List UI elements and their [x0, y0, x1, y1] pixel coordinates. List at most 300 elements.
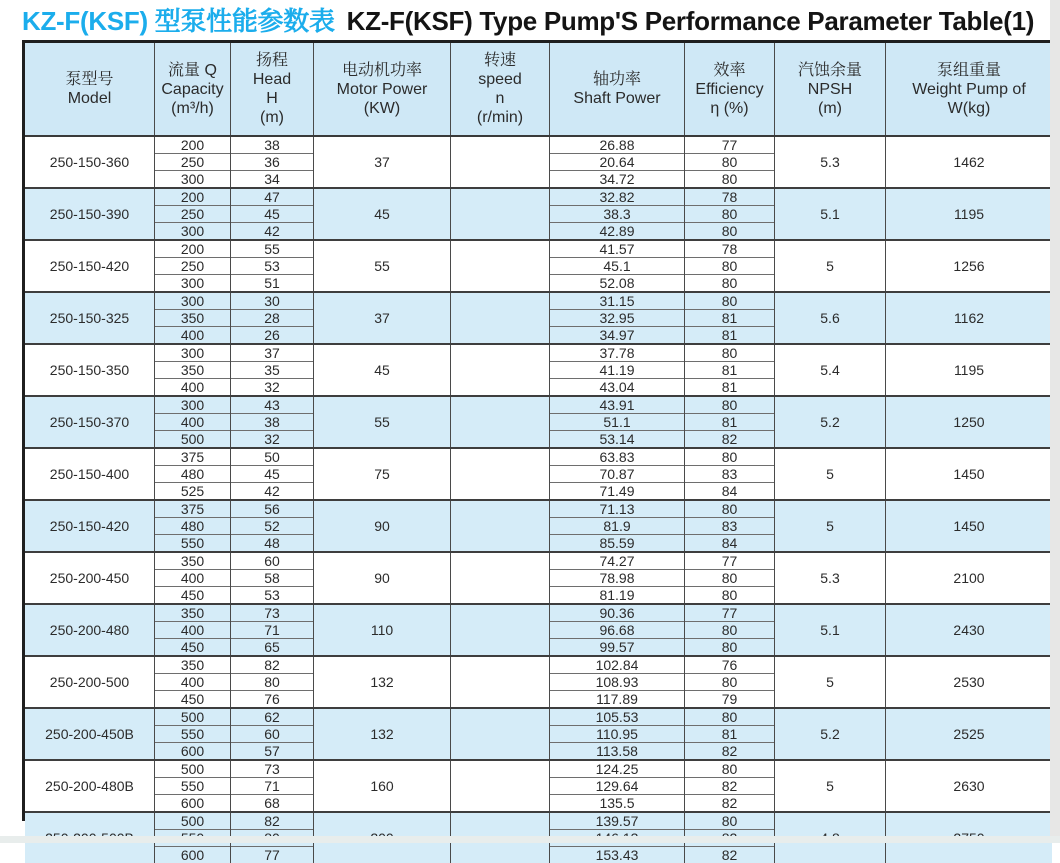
header-line: (m)	[818, 99, 842, 117]
head-subcell: 53	[231, 586, 313, 603]
shaft-power-subcell: 90.36	[599, 605, 635, 621]
npsh-cell: 5.3	[774, 137, 885, 187]
head-subcell: 73	[264, 761, 280, 777]
capacity-column	[154, 137, 230, 187]
shaft-power-header	[549, 43, 684, 135]
weight-cell: 1450	[885, 449, 1052, 499]
shaft-power-subcell: 153.43	[550, 846, 684, 863]
head-column	[230, 501, 313, 551]
efficiency-subcell: 81	[685, 378, 774, 395]
page-title-english: KZ-F(KSF) Type Pump'S Performance Parameter Table(1)	[346, 6, 1035, 36]
efficiency-subcell: 79	[685, 690, 774, 707]
head-subcell: 76	[231, 690, 313, 707]
weight-cell: 2100	[885, 553, 1052, 603]
weight-header	[885, 43, 1052, 135]
head-column	[230, 761, 313, 811]
efficiency-subcell: 80	[685, 222, 774, 239]
header-line: n	[495, 90, 505, 107]
efficiency-subcell: 80	[685, 569, 774, 586]
right-margin-strip	[1050, 0, 1060, 843]
head-subcell: 57	[231, 742, 313, 759]
efficiency-subcell: 81	[685, 326, 774, 343]
speed-cell	[450, 345, 549, 395]
head-subcell: 65	[231, 638, 313, 655]
capacity-subcell: 200	[180, 189, 205, 205]
efficiency-column	[684, 657, 774, 707]
header-line: Shaft Power	[573, 90, 661, 107]
bottom-margin-strip	[0, 836, 1060, 843]
capacity-subcell: 480	[155, 465, 230, 482]
efficiency-subcell: 84	[685, 482, 774, 499]
table-row	[25, 291, 1052, 343]
efficiency-subcell: 76	[721, 657, 738, 673]
head-subcell: 32	[231, 430, 313, 447]
capacity-subcell: 450	[155, 638, 230, 655]
motor-power-cell: 45	[313, 345, 450, 395]
efficiency-header	[684, 43, 774, 135]
capacity-column	[154, 345, 230, 395]
capacity-subcell: 400	[155, 326, 230, 343]
model-cell: 250-200-450B	[45, 726, 134, 742]
head-column	[230, 293, 313, 343]
capacity-subcell: 550	[155, 725, 230, 742]
header-line: speed	[478, 71, 522, 88]
capacity-subcell: 400	[155, 569, 230, 586]
table-header-row	[25, 43, 1052, 137]
motor-power-cell: 37	[313, 137, 450, 187]
capacity-header	[154, 43, 230, 135]
capacity-subcell: 300	[180, 345, 205, 361]
efficiency-subcell: 80	[685, 274, 774, 291]
shaft-power-column	[549, 553, 684, 603]
table-row	[25, 603, 1052, 655]
speed-cell	[450, 657, 549, 707]
efficiency-subcell: 80	[721, 761, 738, 777]
capacity-column	[154, 605, 230, 655]
capacity-column	[154, 657, 230, 707]
capacity-subcell: 350	[155, 361, 230, 378]
npsh-cell: 5.2	[774, 709, 885, 759]
weight-cell: 2525	[885, 709, 1052, 759]
weight-cell: 2630	[885, 761, 1052, 811]
efficiency-subcell: 83	[685, 465, 774, 482]
head-subcell: 55	[264, 241, 280, 257]
speed-cell	[450, 761, 549, 811]
head-subcell: 47	[264, 189, 280, 205]
speed-cell	[450, 501, 549, 551]
npsh-cell: 5	[774, 657, 885, 707]
shaft-power-subcell: 38.3	[550, 205, 684, 222]
shaft-power-subcell: 43.91	[599, 397, 635, 413]
efficiency-subcell: 80	[685, 621, 774, 638]
shaft-power-column	[549, 657, 684, 707]
shaft-power-subcell: 81.9	[550, 517, 684, 534]
capacity-subcell: 500	[180, 709, 205, 725]
capacity-subcell: 550	[155, 534, 230, 551]
motor-power-cell: 75	[313, 449, 450, 499]
header-line: 泵组重量	[936, 61, 1001, 79]
speed-cell	[450, 449, 549, 499]
head-subcell: 42	[231, 222, 313, 239]
header-line: η (%)	[710, 99, 749, 117]
shaft-power-subcell: 34.97	[550, 326, 684, 343]
head-column	[230, 605, 313, 655]
motor-power-cell: 110	[313, 605, 450, 655]
capacity-subcell: 375	[180, 501, 205, 517]
npsh-cell: 5	[774, 241, 885, 291]
capacity-subcell: 200	[180, 241, 205, 257]
efficiency-subcell: 80	[685, 257, 774, 274]
shaft-power-column	[549, 345, 684, 395]
speed-cell	[450, 137, 549, 187]
weight-cell: 1250	[885, 397, 1052, 447]
weight-cell: 2530	[885, 657, 1052, 707]
shaft-power-subcell: 37.78	[599, 345, 635, 361]
efficiency-subcell: 80	[685, 673, 774, 690]
head-subcell: 56	[264, 501, 280, 517]
head-column	[230, 553, 313, 603]
header-line: Efficiency	[695, 80, 764, 98]
head-header	[230, 43, 313, 135]
shaft-power-subcell: 117.89	[550, 690, 684, 707]
head-subcell: 82	[264, 657, 280, 673]
table-row	[25, 447, 1052, 499]
shaft-power-subcell: 51.1	[550, 413, 684, 430]
capacity-subcell: 375	[180, 449, 205, 465]
efficiency-subcell: 77	[721, 137, 738, 153]
shaft-power-subcell: 108.93	[550, 673, 684, 690]
efficiency-subcell: 80	[721, 449, 738, 465]
shaft-power-subcell: 102.84	[595, 657, 639, 673]
shaft-power-subcell: 71.49	[550, 482, 684, 499]
header-line: Head	[252, 71, 292, 88]
efficiency-subcell: 80	[721, 345, 738, 361]
efficiency-column	[684, 189, 774, 239]
capacity-subcell: 500	[180, 761, 205, 777]
head-subcell: 60	[264, 553, 280, 569]
header-line: (m³/h)	[171, 99, 214, 117]
shaft-power-subcell: 20.64	[550, 153, 684, 170]
efficiency-subcell: 77	[721, 553, 738, 569]
shaft-power-subcell: 139.57	[595, 813, 639, 829]
shaft-power-column	[549, 449, 684, 499]
head-subcell: 53	[231, 257, 313, 274]
header-line: Motor Power	[336, 80, 428, 98]
efficiency-column	[684, 709, 774, 759]
header-line: 电动机功率	[341, 61, 422, 79]
shaft-power-subcell: 129.64	[550, 777, 684, 794]
header-line: Weight Pump of	[912, 80, 1026, 98]
weight-cell: 2430	[885, 605, 1052, 655]
efficiency-column	[684, 397, 774, 447]
capacity-subcell: 200	[180, 137, 205, 153]
motor-power-cell: 132	[313, 709, 450, 759]
efficiency-column	[684, 241, 774, 291]
shaft-power-subcell: 78.98	[550, 569, 684, 586]
table-row	[25, 395, 1052, 447]
shaft-power-column	[549, 189, 684, 239]
shaft-power-subcell: 70.87	[550, 465, 684, 482]
shaft-power-column	[549, 241, 684, 291]
capacity-column	[154, 709, 230, 759]
header-line: 转速	[483, 52, 516, 69]
capacity-subcell: 350	[180, 553, 205, 569]
shaft-power-subcell: 32.82	[599, 189, 635, 205]
capacity-column	[154, 189, 230, 239]
shaft-power-subcell: 81.19	[550, 586, 684, 603]
table-row	[25, 137, 1052, 187]
efficiency-subcell: 81	[685, 413, 774, 430]
capacity-subcell: 450	[155, 690, 230, 707]
speed-cell	[450, 553, 549, 603]
npsh-cell: 5.2	[774, 397, 885, 447]
efficiency-subcell: 80	[721, 397, 738, 413]
efficiency-subcell: 80	[685, 205, 774, 222]
shaft-power-subcell: 31.15	[599, 293, 635, 309]
model-header	[25, 43, 154, 135]
capacity-subcell: 600	[155, 742, 230, 759]
capacity-subcell: 450	[155, 586, 230, 603]
head-subcell: 80	[231, 673, 313, 690]
header-line: 泵型号	[65, 71, 114, 88]
table-row	[25, 499, 1052, 551]
speed-header	[450, 43, 549, 135]
header-line: Model	[67, 90, 112, 107]
motor-power-cell: 55	[313, 397, 450, 447]
header-line: (KW)	[363, 99, 401, 117]
table-row	[25, 343, 1052, 395]
motor-power-cell: 55	[313, 241, 450, 291]
efficiency-subcell: 81	[685, 361, 774, 378]
head-subcell: 58	[231, 569, 313, 586]
head-column	[230, 137, 313, 187]
capacity-subcell: 400	[155, 621, 230, 638]
capacity-subcell: 250	[155, 205, 230, 222]
shaft-power-subcell: 135.5	[550, 794, 684, 811]
shaft-power-subcell: 42.89	[550, 222, 684, 239]
head-subcell: 71	[231, 777, 313, 794]
head-subcell: 60	[231, 725, 313, 742]
head-column	[230, 709, 313, 759]
page-title-chinese: KZ-F(KSF) 型泵性能参数表	[22, 6, 335, 36]
head-subcell: 34	[231, 170, 313, 187]
weight-cell: 1195	[885, 345, 1052, 395]
model-cell: 250-200-480	[49, 622, 130, 638]
shaft-power-subcell: 96.68	[550, 621, 684, 638]
shaft-power-column	[549, 397, 684, 447]
efficiency-subcell: 80	[685, 153, 774, 170]
motor-power-cell: 45	[313, 189, 450, 239]
efficiency-column	[684, 449, 774, 499]
capacity-subcell: 525	[155, 482, 230, 499]
npsh-cell: 5	[774, 501, 885, 551]
head-subcell: 73	[264, 605, 280, 621]
model-cell: 250-150-400	[49, 466, 130, 482]
shaft-power-subcell: 32.95	[550, 309, 684, 326]
model-cell: 250-200-500	[49, 674, 130, 690]
motor-power-cell: 132	[313, 657, 450, 707]
head-column	[230, 657, 313, 707]
efficiency-subcell: 80	[721, 709, 738, 725]
efficiency-subcell: 77	[721, 605, 738, 621]
head-column	[230, 449, 313, 499]
head-subcell: 43	[264, 397, 280, 413]
capacity-subcell: 300	[155, 222, 230, 239]
efficiency-subcell: 80	[685, 170, 774, 187]
header-line: H	[266, 90, 278, 107]
capacity-subcell: 300	[155, 170, 230, 187]
shaft-power-column	[549, 761, 684, 811]
efficiency-subcell: 80	[721, 293, 738, 309]
header-line: 扬程	[255, 52, 288, 69]
head-subcell: 30	[264, 293, 280, 309]
npsh-cell: 5	[774, 761, 885, 811]
efficiency-subcell: 80	[721, 813, 738, 829]
head-column	[230, 345, 313, 395]
header-line: (m)	[260, 109, 284, 126]
model-cell: 250-150-360	[49, 154, 130, 170]
efficiency-subcell: 82	[685, 742, 774, 759]
head-subcell: 77	[231, 846, 313, 863]
shaft-power-subcell: 99.57	[550, 638, 684, 655]
model-cell: 250-150-420	[49, 258, 130, 274]
table-row	[25, 759, 1052, 811]
header-line: (r/min)	[476, 109, 524, 126]
capacity-subcell: 300	[180, 397, 205, 413]
motor-power-cell: 160	[313, 761, 450, 811]
shaft-power-subcell: 110.95	[550, 725, 684, 742]
capacity-subcell: 500	[155, 430, 230, 447]
efficiency-subcell: 82	[685, 846, 774, 863]
pump-performance-table	[22, 40, 1055, 863]
capacity-subcell: 500	[180, 813, 205, 829]
efficiency-subcell: 82	[685, 430, 774, 447]
efficiency-column	[684, 501, 774, 551]
npsh-cell: 5.6	[774, 293, 885, 343]
capacity-subcell: 250	[155, 153, 230, 170]
shaft-power-column	[549, 293, 684, 343]
head-subcell: 68	[231, 794, 313, 811]
model-cell: 250-200-450	[49, 570, 130, 586]
efficiency-subcell: 80	[685, 638, 774, 655]
table-row	[25, 655, 1052, 707]
head-subcell: 71	[231, 621, 313, 638]
capacity-subcell: 550	[155, 777, 230, 794]
shaft-power-column	[549, 137, 684, 187]
weight-cell: 1450	[885, 501, 1052, 551]
head-subcell: 26	[231, 326, 313, 343]
capacity-subcell: 480	[155, 517, 230, 534]
model-cell: 250-150-325	[49, 310, 130, 326]
capacity-column	[154, 761, 230, 811]
weight-cell: 1462	[885, 137, 1052, 187]
page-title	[22, 1, 1034, 38]
shaft-power-subcell: 53.14	[550, 430, 684, 447]
header-line: 轴功率	[592, 71, 641, 88]
shaft-power-column	[549, 605, 684, 655]
head-column	[230, 241, 313, 291]
head-subcell: 82	[264, 813, 280, 829]
efficiency-column	[684, 137, 774, 187]
efficiency-subcell: 84	[685, 534, 774, 551]
efficiency-column	[684, 345, 774, 395]
capacity-subcell: 400	[155, 413, 230, 430]
header-line: W(kg)	[947, 99, 991, 117]
efficiency-subcell: 78	[721, 189, 738, 205]
speed-cell	[450, 293, 549, 343]
motor-power-cell: 37	[313, 293, 450, 343]
shaft-power-subcell: 85.59	[550, 534, 684, 551]
shaft-power-column	[549, 501, 684, 551]
head-subcell: 50	[264, 449, 280, 465]
head-subcell: 62	[264, 709, 280, 725]
model-cell: 250-150-420	[49, 518, 130, 534]
efficiency-column	[684, 605, 774, 655]
table-row	[25, 187, 1052, 239]
capacity-subcell: 350	[180, 605, 205, 621]
head-subcell: 51	[231, 274, 313, 291]
model-cell: 250-150-350	[49, 362, 130, 378]
speed-cell	[450, 605, 549, 655]
capacity-column	[154, 449, 230, 499]
efficiency-subcell: 80	[721, 501, 738, 517]
shaft-power-subcell: 41.19	[550, 361, 684, 378]
efficiency-subcell: 81	[685, 725, 774, 742]
table-body	[25, 137, 1052, 863]
shaft-power-subcell: 45.1	[550, 257, 684, 274]
capacity-column	[154, 553, 230, 603]
head-subcell: 45	[231, 205, 313, 222]
shaft-power-subcell: 52.08	[550, 274, 684, 291]
shaft-power-subcell: 26.88	[599, 137, 635, 153]
weight-cell: 1162	[885, 293, 1052, 343]
capacity-column	[154, 501, 230, 551]
motor-power-cell: 90	[313, 501, 450, 551]
model-cell: 250-200-480B	[45, 778, 134, 794]
efficiency-column	[684, 293, 774, 343]
weight-cell: 1256	[885, 241, 1052, 291]
efficiency-subcell: 80	[685, 586, 774, 603]
efficiency-subcell: 82	[685, 777, 774, 794]
npsh-cell: 5.4	[774, 345, 885, 395]
efficiency-subcell: 81	[685, 309, 774, 326]
header-line: Capacity	[161, 80, 224, 98]
npsh-cell: 5.1	[774, 189, 885, 239]
efficiency-column	[684, 761, 774, 811]
head-subcell: 38	[231, 413, 313, 430]
efficiency-subcell: 78	[721, 241, 738, 257]
model-cell: 250-150-390	[49, 206, 130, 222]
head-subcell: 28	[231, 309, 313, 326]
capacity-column	[154, 241, 230, 291]
header-line: NPSH	[807, 80, 853, 98]
head-column	[230, 189, 313, 239]
head-subcell: 45	[231, 465, 313, 482]
capacity-subcell: 300	[180, 293, 205, 309]
speed-cell	[450, 241, 549, 291]
capacity-subcell: 350	[155, 309, 230, 326]
capacity-column	[154, 397, 230, 447]
capacity-subcell: 400	[155, 673, 230, 690]
efficiency-subcell: 82	[685, 794, 774, 811]
head-subcell: 38	[264, 137, 280, 153]
shaft-power-subcell: 41.57	[599, 241, 635, 257]
speed-cell	[450, 189, 549, 239]
head-subcell: 37	[264, 345, 280, 361]
header-line: 流量 Q	[168, 61, 217, 79]
npsh-header	[774, 43, 885, 135]
header-line: 汽蚀余量	[797, 61, 862, 79]
